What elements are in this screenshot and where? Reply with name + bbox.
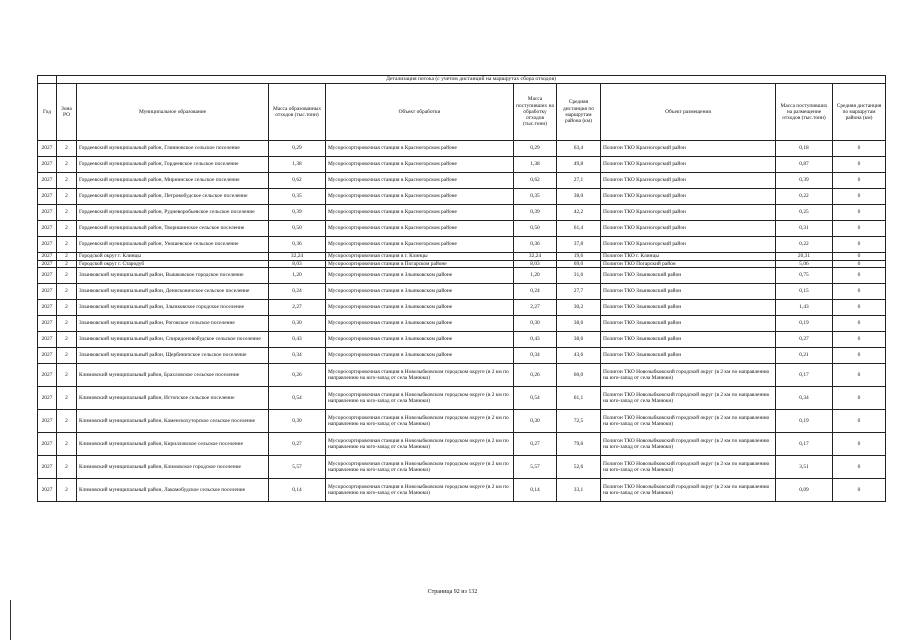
cell-distance-processing: 69,0 — [557, 260, 601, 268]
cell-mass-placement: 0,18 — [776, 141, 833, 157]
cell-distance-processing: 31,6 — [557, 268, 601, 284]
cell-processing-object: Мусоросортировочная станция в Красногорском районе — [326, 205, 514, 221]
table-row — [38, 157, 886, 173]
cell-municipality: Климовский муниципальный район, Брахловское сельское поселение — [77, 364, 269, 387]
cell-mass: 1,20 — [269, 268, 326, 284]
cell-mass-processing: 0,43 — [514, 332, 557, 348]
cell-mass: 0,27 — [269, 433, 326, 456]
cell-mass: 0,29 — [269, 141, 326, 157]
cell-mass-placement: 0,75 — [776, 268, 833, 284]
cell-processing-object: Мусоросортировочная станция в Новозыбковском городском округе (в 2 км по направлению на юго-запад от села Манюки) — [326, 364, 514, 387]
header-municipality: Муниципальное образование — [77, 84, 269, 141]
cell-mass-processing: 8,03 — [514, 260, 557, 268]
cell-mass: 2,27 — [269, 300, 326, 316]
cell-year: 2027 — [38, 141, 57, 157]
cell-year: 2027 — [38, 189, 57, 205]
cell-distance-processing: 42,2 — [557, 205, 601, 221]
cell-distance-processing: 63,4 — [557, 141, 601, 157]
cell-processing-object: Мусоросортировочная станция в Красногорском районе — [326, 221, 514, 237]
cell-placement-object: Полигон ТКО Красногорский район — [601, 173, 776, 189]
table-row — [38, 348, 886, 364]
cell-distance-placement: 0 — [833, 364, 886, 387]
cell-placement-object: Полигон ТКО г. Клинцы — [601, 253, 776, 261]
cell-processing-object: Мусоросортировочная станция в Злынковском районе — [326, 300, 514, 316]
cell-mass: 0,34 — [269, 348, 326, 364]
cell-distance-processing: 52,6 — [557, 456, 601, 479]
cell-year: 2027 — [38, 173, 57, 189]
cell-zone: 2 — [57, 205, 77, 221]
cell-placement-object: Полигон ТКО Новозыбковский городской округ (в 2 км по направлению на юго-запад от села Манюки) — [601, 456, 776, 479]
cell-mass-placement: 0,22 — [776, 189, 833, 205]
cell-distance-processing: 38,6 — [557, 332, 601, 348]
cell-mass: 0,43 — [269, 332, 326, 348]
cell-mass-placement: 0,31 — [776, 221, 833, 237]
cell-distance-placement: 0 — [833, 260, 886, 268]
cell-placement-object: Полигон ТКО Новозыбковский городской округ (в 2 км по направлению на юго-запад от села Манюки) — [601, 479, 776, 502]
cell-mass: 0,36 — [269, 237, 326, 253]
table-row — [38, 173, 886, 189]
cell-year: 2027 — [38, 221, 57, 237]
cell-placement-object: Полигон ТКО Новозыбковский городской округ (в 2 км по направлению на юго-запад от села Манюки) — [601, 410, 776, 433]
cell-placement-object: Полигон ТКО Злынковский район — [601, 316, 776, 332]
cell-mass-processing: 0,39 — [514, 205, 557, 221]
cell-processing-object: Мусоросортировочная станция в Красногорском районе — [326, 141, 514, 157]
cell-municipality: Климовский муниципальный район, Каменскохуторское сельское поселение — [77, 410, 269, 433]
cell-mass-placement: 0,34 — [776, 387, 833, 410]
cell-processing-object: Мусоросортировочная станция в Новозыбковском городском округе (в 2 км по направлению на юго-запад от села Манюки) — [326, 456, 514, 479]
cell-mass: 1,38 — [269, 157, 326, 173]
cell-processing-object: Мусоросортировочная станция в Красногорском районе — [326, 189, 514, 205]
cell-municipality: Гордеевский муниципальный район, Уношевское сельское поселение — [77, 237, 269, 253]
cell-placement-object: Полигон ТКО Погарский район — [601, 260, 776, 268]
cell-year: 2027 — [38, 456, 57, 479]
cell-distance-processing: 38,6 — [557, 316, 601, 332]
table-row — [38, 479, 886, 502]
cell-municipality: Городской округ г. Клинцы — [77, 253, 269, 261]
cell-distance-placement: 0 — [833, 479, 886, 502]
cell-year: 2027 — [38, 253, 57, 261]
cell-distance-placement: 0 — [833, 237, 886, 253]
cell-processing-object: Мусоросортировочная станция в Новозыбковском городском округе (в 2 км по направлению на юго-запад от села Манюки) — [326, 479, 514, 502]
cell-zone: 2 — [57, 157, 77, 173]
cell-distance-processing: 43,6 — [557, 348, 601, 364]
table-row — [38, 300, 886, 316]
cell-year: 2027 — [38, 205, 57, 221]
cell-mass: 0,26 — [269, 364, 326, 387]
cell-zone: 2 — [57, 141, 77, 157]
cell-mass: 0,50 — [269, 221, 326, 237]
cell-distance-placement: 0 — [833, 433, 886, 456]
cell-mass: 0,30 — [269, 316, 326, 332]
cell-municipality: Гордеевский муниципальный район, Петровобудское сельское поселение — [77, 189, 269, 205]
table-caption: Детализация потока (с учетом дистанций на маршрутах сбора отходов) — [57, 76, 886, 84]
cell-zone: 2 — [57, 173, 77, 189]
cell-distance-processing: 49,8 — [557, 157, 601, 173]
cell-mass-placement: 0,27 — [776, 332, 833, 348]
cell-mass-processing: 0,54 — [514, 387, 557, 410]
cell-distance-processing: 27,1 — [557, 173, 601, 189]
cell-mass-processing: 0,29 — [514, 141, 557, 157]
cell-placement-object: Полигон ТКО Злынковский район — [601, 300, 776, 316]
cell-zone: 2 — [57, 364, 77, 387]
cell-processing-object: Мусоросортировочная станция в Красногорском районе — [326, 237, 514, 253]
cell-distance-placement: 0 — [833, 410, 886, 433]
cell-processing-object: Мусоросортировочная станция в Злынковском районе — [326, 332, 514, 348]
cell-placement-object: Полигон ТКО Новозыбковский городской округ (в 2 км по направлению на юго-запад от села Манюки) — [601, 387, 776, 410]
cell-zone: 2 — [57, 456, 77, 479]
cell-mass: 0,39 — [269, 205, 326, 221]
cell-municipality: Гордеевский муниципальный район, Творишинское сельское поселение — [77, 221, 269, 237]
cell-zone: 2 — [57, 237, 77, 253]
table-row — [38, 332, 886, 348]
cell-zone: 2 — [57, 387, 77, 410]
cell-municipality: Климовский муниципальный район, Лакомобудское сельское поселение — [77, 479, 269, 502]
cell-zone: 2 — [57, 316, 77, 332]
cell-mass: 5,57 — [269, 456, 326, 479]
header-mass-placement: Масса поступивших на размещение отходов (тыс.тонн) — [776, 84, 833, 141]
cell-municipality: Злынковский муниципальный район, Роговское сельское поселение — [77, 316, 269, 332]
table-row — [38, 253, 886, 261]
table-caption-spacer — [38, 76, 57, 84]
cell-zone: 2 — [57, 300, 77, 316]
cell-processing-object: Мусоросортировочная станция в г. Клинцы — [326, 253, 514, 261]
cell-distance-processing: 61,1 — [557, 387, 601, 410]
cell-year: 2027 — [38, 410, 57, 433]
cell-mass-processing: 0,30 — [514, 316, 557, 332]
cell-mass: 0,35 — [269, 189, 326, 205]
cell-mass-placement: 0,17 — [776, 364, 833, 387]
cell-placement-object: Полигон ТКО Красногорский район — [601, 157, 776, 173]
cell-municipality: Климовский муниципальный район, Климовское городское поселение — [77, 456, 269, 479]
cell-processing-object: Мусоросортировочная станция в Злынковском районе — [326, 268, 514, 284]
cell-zone: 2 — [57, 284, 77, 300]
cell-processing-object: Мусоросортировочная станция в Новозыбковском городском округе (в 2 км по направлению на юго-запад от села Манюки) — [326, 433, 514, 456]
cell-mass: 8,03 — [269, 260, 326, 268]
cell-mass: 0,30 — [269, 410, 326, 433]
document-sheet — [37, 75, 885, 502]
cell-mass-placement: 0,09 — [776, 479, 833, 502]
cell-distance-processing: 37,8 — [557, 237, 601, 253]
cell-distance-processing: 30,2 — [557, 300, 601, 316]
cell-mass-processing: 0,35 — [514, 189, 557, 205]
cell-mass-processing: 0,14 — [514, 479, 557, 502]
cell-year: 2027 — [38, 300, 57, 316]
table-row — [38, 410, 886, 433]
cell-placement-object: Полигон ТКО Новозыбковский городской округ (в 2 км по направлению на юго-запад от села Манюки) — [601, 433, 776, 456]
cell-distance-processing: 33,1 — [557, 479, 601, 502]
table-row — [38, 260, 886, 268]
cell-processing-object: Мусоросортировочная станция в Новозыбковском городском округе (в 2 км по направлению на юго-запад от села Манюки) — [326, 387, 514, 410]
cell-zone: 2 — [57, 253, 77, 261]
cell-year: 2027 — [38, 237, 57, 253]
cell-processing-object: Мусоросортировочная станция в Красногорском районе — [326, 157, 514, 173]
cell-year: 2027 — [38, 479, 57, 502]
cell-mass-processing: 2,27 — [514, 300, 557, 316]
table-row — [38, 433, 886, 456]
header-distance-processing: Средняя дистанция по маршрутам района (км) — [557, 84, 601, 141]
cell-distance-placement: 0 — [833, 157, 886, 173]
cell-municipality: Злынковский муниципальный район, Спиридоновобудское сельское поселение — [77, 332, 269, 348]
cell-placement-object: Полигон ТКО Злынковский район — [601, 348, 776, 364]
header-zone: Зона РО — [57, 84, 77, 141]
cell-mass-processing: 0,30 — [514, 410, 557, 433]
cell-distance-placement: 0 — [833, 221, 886, 237]
cell-mass-processing: 0,26 — [514, 364, 557, 387]
table-row — [38, 189, 886, 205]
table-row — [38, 387, 886, 410]
cell-placement-object: Полигон ТКО Красногорский район — [601, 141, 776, 157]
cell-municipality: Климовский муниципальный район, Истопское сельское поселение — [77, 387, 269, 410]
cell-year: 2027 — [38, 433, 57, 456]
cell-mass-processing: 0,24 — [514, 284, 557, 300]
cell-distance-processing: 19,6 — [557, 253, 601, 261]
cell-placement-object: Полигон ТКО Красногорский район — [601, 189, 776, 205]
cell-placement-object: Полигон ТКО Новозыбковский городской округ (в 2 км по направлению на юго-запад от села Манюки) — [601, 364, 776, 387]
cell-distance-placement: 0 — [833, 205, 886, 221]
cell-zone: 2 — [57, 433, 77, 456]
cell-mass-processing: 0,62 — [514, 173, 557, 189]
cell-placement-object: Полигон ТКО Злынковский район — [601, 284, 776, 300]
table-row — [38, 456, 886, 479]
cell-zone: 2 — [57, 410, 77, 433]
cell-year: 2027 — [38, 387, 57, 410]
header-mass-processing: Масса поступивших на обработку отходов (тыс.тонн) — [514, 84, 557, 141]
cell-processing-object: Мусоросортировочная станция в Новозыбковском городском округе (в 2 км по направлению на юго-запад от села Манюки) — [326, 410, 514, 433]
table-row — [38, 141, 886, 157]
cell-municipality: Гордеевский муниципальный район, Гордеевское сельское поселение — [77, 157, 269, 173]
cell-placement-object: Полигон ТКО Красногорский район — [601, 237, 776, 253]
cell-distance-placement: 0 — [833, 456, 886, 479]
cell-year: 2027 — [38, 316, 57, 332]
cell-year: 2027 — [38, 268, 57, 284]
margin-line — [10, 600, 11, 640]
cell-municipality: Гордеевский муниципальный район, Мирнинское сельское поселение — [77, 173, 269, 189]
header-processing-object: Объект обработки — [326, 84, 514, 141]
cell-mass-placement: 1,43 — [776, 300, 833, 316]
cell-municipality: Злынковский муниципальный район, Вышковское городское поселение — [77, 268, 269, 284]
cell-distance-placement: 0 — [833, 189, 886, 205]
cell-zone: 2 — [57, 348, 77, 364]
cell-distance-placement: 0 — [833, 332, 886, 348]
cell-distance-placement: 0 — [833, 316, 886, 332]
cell-zone: 2 — [57, 332, 77, 348]
cell-year: 2027 — [38, 284, 57, 300]
cell-distance-placement: 0 — [833, 284, 886, 300]
header-distance-placement: Средняя дистанция по маршрутам района (км) — [833, 84, 886, 141]
cell-mass-placement: 0,15 — [776, 284, 833, 300]
cell-mass: 0,54 — [269, 387, 326, 410]
table-row — [38, 316, 886, 332]
cell-mass-placement: 0,25 — [776, 205, 833, 221]
cell-mass-processing: 0,34 — [514, 348, 557, 364]
cell-mass-placement: 0,21 — [776, 348, 833, 364]
cell-municipality: Климовский муниципальный район, Кирилловское сельское поселение — [77, 433, 269, 456]
header-year: Год — [38, 84, 57, 141]
cell-distance-processing: 60,0 — [557, 364, 601, 387]
cell-processing-object: Мусоросортировочная станция в Красногорском районе — [326, 173, 514, 189]
cell-mass: 0,62 — [269, 173, 326, 189]
table-row — [38, 237, 886, 253]
cell-mass-placement: 0,22 — [776, 237, 833, 253]
cell-distance-placement: 0 — [833, 387, 886, 410]
cell-processing-object: Мусоросортировочная станция в Злынковском районе — [326, 348, 514, 364]
cell-mass-placement: 0,19 — [776, 410, 833, 433]
cell-distance-processing: 79,6 — [557, 433, 601, 456]
cell-mass-processing: 0,27 — [514, 433, 557, 456]
cell-year: 2027 — [38, 348, 57, 364]
cell-distance-processing: 61,4 — [557, 221, 601, 237]
cell-mass-placement: 0,87 — [776, 157, 833, 173]
cell-mass-processing: 32,24 — [514, 253, 557, 261]
cell-zone: 2 — [57, 479, 77, 502]
cell-placement-object: Полигон ТКО Злынковский район — [601, 268, 776, 284]
cell-mass: 0,24 — [269, 284, 326, 300]
cell-mass-processing: 1,20 — [514, 268, 557, 284]
cell-mass-placement: 3,51 — [776, 456, 833, 479]
cell-distance-processing: 27,7 — [557, 284, 601, 300]
table-row — [38, 284, 886, 300]
cell-placement-object: Полигон ТКО Красногорский район — [601, 205, 776, 221]
cell-mass-placement: 5,06 — [776, 260, 833, 268]
cell-distance-placement: 0 — [833, 268, 886, 284]
cell-municipality: Злынковский муниципальный район, Злынковское городское поселение — [77, 300, 269, 316]
cell-mass-placement: 0,19 — [776, 316, 833, 332]
cell-zone: 2 — [57, 221, 77, 237]
waste-flow-table — [37, 75, 886, 502]
cell-mass-processing: 5,57 — [514, 456, 557, 479]
cell-processing-object: Мусоросортировочная станция в Злынковском районе — [326, 316, 514, 332]
table-row — [38, 268, 886, 284]
cell-processing-object: Мусоросортировочная станция в Погарском районе — [326, 260, 514, 268]
table-row — [38, 364, 886, 387]
cell-placement-object: Полигон ТКО Злынковский район — [601, 332, 776, 348]
cell-municipality: Злынковский муниципальный район, Денисковичское сельское поселение — [77, 284, 269, 300]
cell-zone: 2 — [57, 268, 77, 284]
cell-zone: 2 — [57, 189, 77, 205]
cell-distance-placement: 0 — [833, 300, 886, 316]
cell-year: 2027 — [38, 332, 57, 348]
cell-municipality: Городской округ г. Стародуб — [77, 260, 269, 268]
cell-mass-processing: 0,50 — [514, 221, 557, 237]
cell-year: 2027 — [38, 364, 57, 387]
cell-zone: 2 — [57, 260, 77, 268]
header-mass: Масса образованных отходов (тыс.тонн) — [269, 84, 326, 141]
cell-mass-processing: 0,36 — [514, 237, 557, 253]
cell-distance-placement: 0 — [833, 348, 886, 364]
cell-mass-placement: 0,17 — [776, 433, 833, 456]
table-row — [38, 221, 886, 237]
cell-distance-placement: 0 — [833, 141, 886, 157]
cell-placement-object: Полигон ТКО Красногорский район — [601, 221, 776, 237]
cell-municipality: Злынковский муниципальный район, Щербиничское сельское поселение — [77, 348, 269, 364]
cell-distance-processing: 38,0 — [557, 189, 601, 205]
cell-year: 2027 — [38, 260, 57, 268]
cell-municipality: Гордеевский муниципальный район, Рудневоробьевское сельское поселение — [77, 205, 269, 221]
cell-year: 2027 — [38, 157, 57, 173]
header-placement-object: Объект размещения — [601, 84, 776, 141]
cell-mass: 32,24 — [269, 253, 326, 261]
cell-mass-placement: 0,39 — [776, 173, 833, 189]
cell-mass-placement: 20,31 — [776, 253, 833, 261]
table-row — [38, 205, 886, 221]
cell-distance-placement: 0 — [833, 253, 886, 261]
cell-mass: 0,14 — [269, 479, 326, 502]
cell-municipality: Гордеевский муниципальный район, Глинновское сельское поселение — [77, 141, 269, 157]
cell-distance-placement: 0 — [833, 173, 886, 189]
page-number: Страница 92 из 132 — [427, 589, 478, 595]
cell-mass-processing: 1,38 — [514, 157, 557, 173]
cell-processing-object: Мусоросортировочная станция в Злынковском районе — [326, 284, 514, 300]
cell-distance-processing: 72,5 — [557, 410, 601, 433]
